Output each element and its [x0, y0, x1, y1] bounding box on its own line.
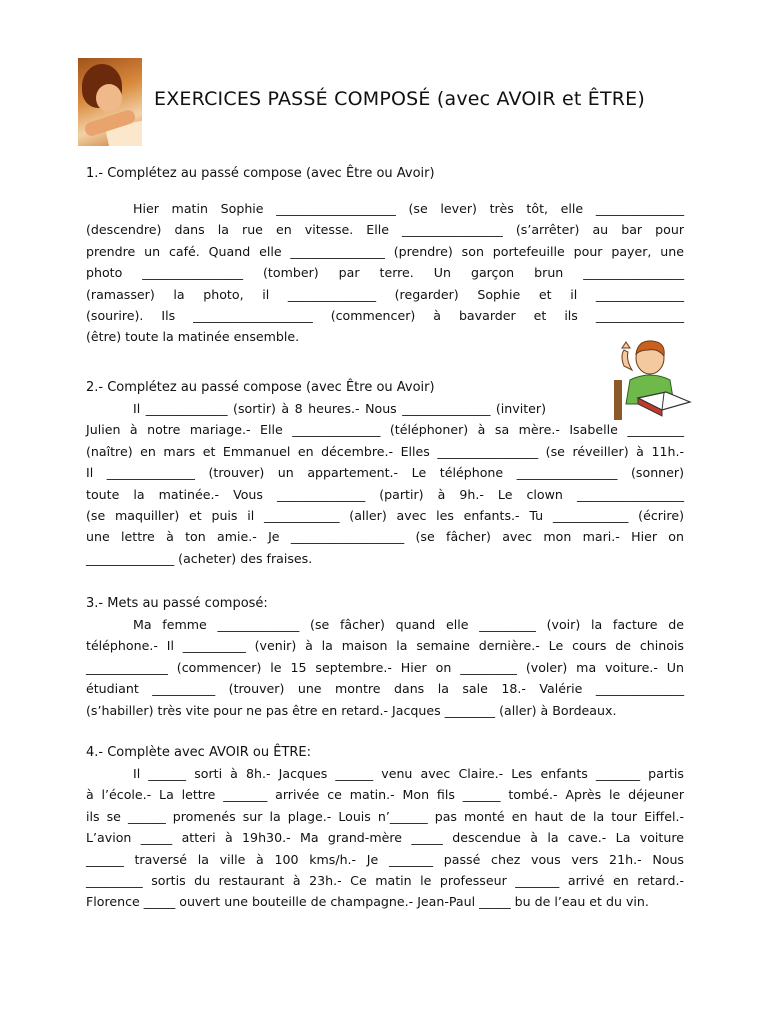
section-1-line: Hier matin Sophie ___________________ (se lever) très tôt, elle ______________ — [133, 201, 684, 216]
section-3-line: Ma femme _____________ (se fâcher) quand elle _________ (voir) la facture de — [133, 617, 684, 632]
section-2-line: Il _____________ (sortir) à 8 heures.- Nous ______________ (inviter) — [133, 401, 546, 416]
section-1-paragraph — [86, 198, 684, 348]
section-2-line: (naître) en mars et Emmanuel en décembre.- Elles ________________ (se réveiller) à 11h.- — [86, 443, 684, 459]
section-4-heading: 4.- Complète avec AVOIR ou ÊTRE: — [86, 745, 312, 760]
section-4-line: Florence _____ ouvert une bouteille de champagne.- Jean-Paul _____ bu de l’eau et du vin. — [86, 894, 649, 910]
section-4-line: Il ______ sorti à 8h.- Jacques ______ venu avec Claire.- Les enfants _______ partis — [133, 766, 684, 781]
section-1-line: (descendre) dans la rue en vitesse. Elle ________________ (s’arrêter) au bar pour — [86, 222, 684, 238]
section-1-line: (sourire). Ils ___________________ (commencer) à bavarder et ils ______________ — [86, 308, 684, 324]
section-1-line: (ramasser) la photo, il ______________ (regarder) Sophie et il ______________ — [86, 286, 684, 302]
section-4-line: _________ sortis du restaurant à 23h.- Ce matin le professeur _______ arrivé en retard.- — [86, 873, 684, 889]
section-2-line: ______________ (acheter) des fraises. — [86, 550, 313, 566]
section-2-line: Il ______________ (trouver) un appartement.- Le téléphone ________________ (sonner) — [86, 465, 684, 481]
section-2-line: (se maquiller) et puis il ____________ (aller) avec les enfants.- Tu ____________ (écrire) — [86, 508, 684, 524]
section-3-heading: 3.- Mets au passé composé: — [86, 596, 268, 611]
section-3-line: téléphone.- Il __________ (venir) à la maison la semaine dernière.- Le cours de chinois — [86, 638, 684, 654]
section-2-line: toute la matinée.- Vous ______________ (partir) à 9h.- Le clown _________________ — [86, 486, 684, 502]
section-2-heading: 2.- Complétez au passé compose (avec Être ou Avoir) — [86, 380, 435, 395]
section-2-paragraph — [86, 398, 684, 569]
girl-writing-photo — [78, 58, 142, 146]
section-1-line: photo ________________ (tomber) par terre. Un garçon brun ________________ — [86, 265, 684, 281]
section-3-paragraph — [86, 614, 684, 721]
section-4-paragraph — [86, 763, 684, 913]
section-4-line: ______ traversé la ville à 100 kms/h.- Je _______ passé chez vous vers 21h.- Nous — [86, 851, 684, 867]
section-4-line: L’avion _____ atteri à 19h30.- Ma grand-mère _____ descendue à la cave.- La voiture — [86, 830, 684, 846]
section-1-line: prendre un café. Quand elle _______________ (prendre) son portefeuille pour payer, une — [86, 243, 684, 259]
section-2-line: une lettre à ton amie.- Je __________________ (se fâcher) avec mon mari.- Hier on — [86, 529, 684, 545]
section-4-line: à l’école.- La lettre _______ arrivée ce matin.- Mon fils ______ tombé.- Après le déjeuner — [86, 787, 684, 803]
section-4-line: ils se ______ promenés sur la plage.- Louis n’______ pas monté en haut de la tour Eiffel.- — [86, 808, 684, 824]
section-3-line: (s’habiller) très vite pour ne pas être en retard.- Jacques ________ (aller) à Bordeaux. — [86, 702, 617, 718]
page-title: EXERCICES PASSÉ COMPOSÉ (avec AVOIR et ÊTRE) — [154, 88, 645, 110]
section-3-line: _____________ (commencer) le 15 septembre.- Hier on _________ (voler) ma voiture.- Un — [86, 659, 684, 675]
section-1-line: (être) toute la matinée ensemble. — [86, 329, 300, 345]
section-2-line: Julien à notre mariage.- Elle ______________ (téléphoner) à sa mère.- Isabelle _________ — [86, 422, 684, 438]
section-3-line: étudiant __________ (trouver) une montre dans la sale 18.- Valérie ______________ — [86, 681, 684, 697]
section-1-heading: 1.- Complétez au passé compose (avec Être ou Avoir) — [86, 166, 435, 181]
